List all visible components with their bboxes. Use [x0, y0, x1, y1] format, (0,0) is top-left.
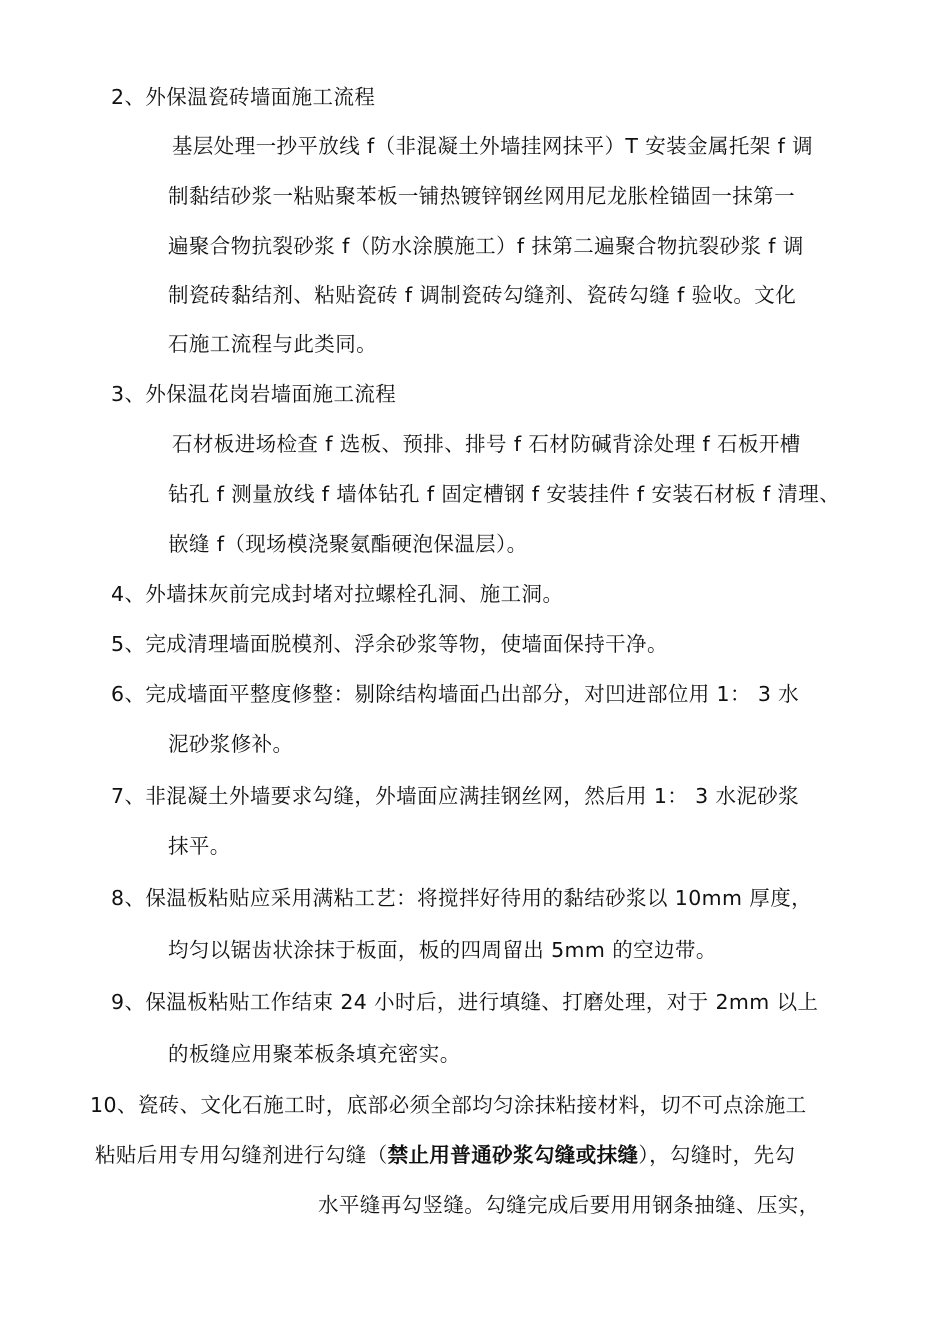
item-3-line-2: 钻孔 f 测量放线 f 墙体钻孔 f 固定槽钢 f 安装挂件 f 安装石材板 f 清理、 [168, 482, 841, 506]
item-3-line-3: 嵌缝 f（现场模浇聚氨酯硬泡保温层）。 [168, 532, 528, 556]
item-6-line-1: 6、完成墙面平整度修整：剔除结构墙面凸出部分，对凹进部位用 1： 3 水 [111, 682, 800, 706]
item-2-line-3: 遍聚合物抗裂砂浆 f（防水涂膜施工）f 抹第二遍聚合物抗裂砂浆 f 调 [168, 234, 804, 258]
item-2-heading: 2、外保温瓷砖墙面施工流程 [111, 85, 376, 109]
item-9-line-2: 的板缝应用聚苯板条填充密实。 [168, 1042, 461, 1066]
item-10-line-1: 10、瓷砖、文化石施工时，底部必须全部均匀涂抹粘接材料，切不可点涂施工 [90, 1093, 807, 1117]
item-2-line-5: 石施工流程与此类同。 [168, 332, 377, 356]
item-7-line-2: 抹平。 [168, 834, 231, 858]
item-4-line-1: 4、外墙抹灰前完成封堵对拉螺栓孔洞、施工洞。 [111, 582, 564, 606]
item-2-line-1: 基层处理一抄平放线 f（非混凝土外墙挂网抹平）T 安装金属托架 f 调 [172, 134, 814, 158]
item-2-line-4: 制瓷砖黏结剂、粘贴瓷砖 f 调制瓷砖勾缝剂、瓷砖勾缝 f 验收。文化 [168, 283, 797, 307]
item-10-bold-warning: 禁止用普通砂浆勾缝或抹缝 [387, 1143, 639, 1167]
item-3-line-1: 石材板进场检查 f 选板、预排、排号 f 石材防碱背涂处理 f 石板开槽 [172, 432, 801, 456]
item-8-line-1: 8、保温板粘贴应采用满粘工艺：将搅拌好待用的黏结砂浆以 10mm 厚度， [111, 886, 812, 910]
item-9-line-1: 9、保温板粘贴工作结束 24 小时后，进行填缝、打磨处理，对于 2mm 以上 [111, 990, 819, 1014]
item-10-line-2-suffix: ），勾缝时，先勾 [638, 1143, 796, 1167]
item-7-line-1: 7、非混凝土外墙要求勾缝，外墙面应满挂钢丝网，然后用 1： 3 水泥砂浆 [111, 784, 800, 808]
item-3-heading: 3、外保温花岗岩墙面施工流程 [111, 382, 397, 406]
item-5-line-1: 5、完成清理墙面脱模剂、浮余砂浆等物，使墙面保持干净。 [111, 632, 668, 656]
item-10-line-2-prefix: 粘贴后用专用勾缝剂进行勾缝（ [95, 1143, 388, 1167]
item-6-line-2: 泥砂浆修补。 [168, 732, 294, 756]
item-10-line-3: 水平缝再勾竖缝。勾缝完成后要用用钢条抽缝、压实， [318, 1193, 820, 1217]
item-10-line-2 [95, 1141, 795, 1169]
item-8-line-2: 均匀以锯齿状涂抹于板面，板的四周留出 5mm 的空边带。 [168, 938, 717, 962]
item-2-line-2: 制黏结砂浆一粘贴聚苯板一铺热镀锌钢丝网用尼龙胀栓锚固一抹第一 [168, 184, 795, 208]
